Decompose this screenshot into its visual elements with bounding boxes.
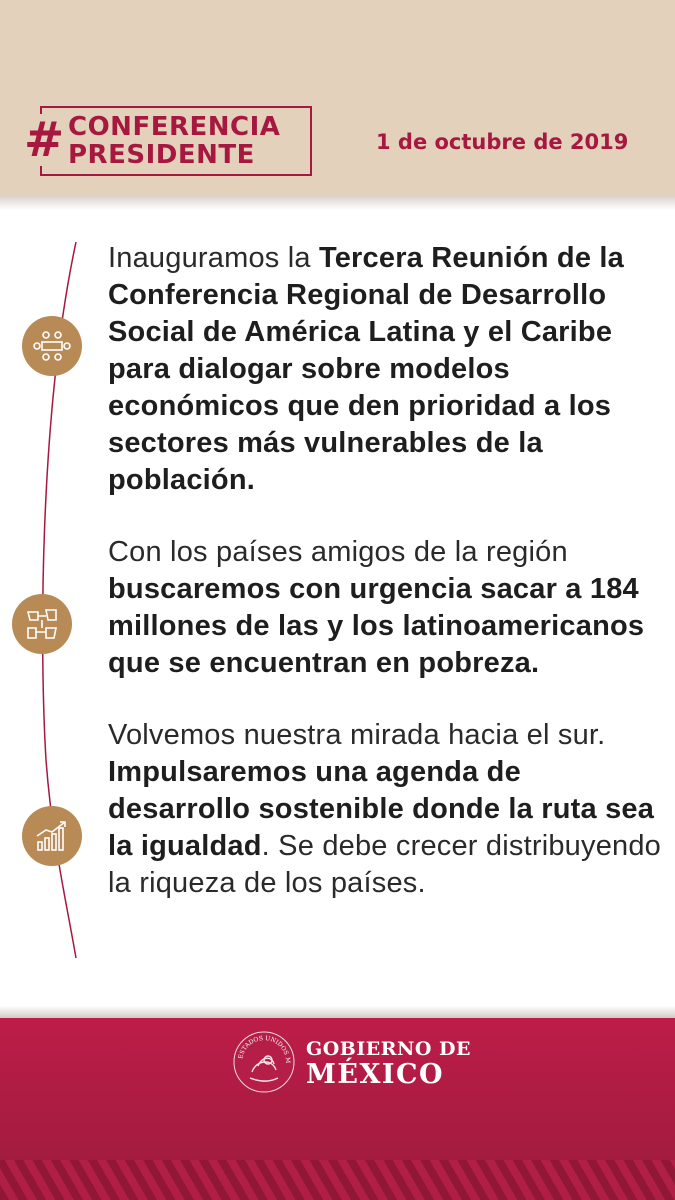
timeline (18, 240, 98, 970)
header-shadow (0, 196, 675, 210)
government-label-line2: MÉXICO (306, 1059, 445, 1090)
hashtag-symbol: # (24, 112, 65, 168)
paragraph (108, 534, 664, 682)
conferencia-badge (24, 106, 314, 178)
paragraph (108, 717, 664, 902)
bold-text-segment: Tercera Reunión de la Conferencia Regional de Desarrollo Social de América Latina y el Caribe para dialogar sobre modelos económicos que den prioridad a los sectores más vulnerables de la población. (108, 242, 625, 496)
meeting-people-icon (22, 316, 82, 376)
paragraph (108, 240, 664, 499)
footer-shadow (0, 1006, 675, 1018)
date-label: 1 de octubre de 2019 (376, 130, 629, 154)
growth-chart-icon (22, 806, 82, 866)
government-label-line1: GOBIERNO DE (306, 1038, 471, 1060)
badge-title-line2: PRESIDENTE (68, 140, 255, 170)
text-segment: Con los países amigos de la región (108, 536, 568, 568)
joined-hands-icon (12, 594, 72, 654)
text-segment: Inauguramos la (108, 242, 319, 274)
badge-title-line1: CONFERENCIA (68, 112, 281, 142)
main-content (108, 240, 664, 937)
bold-text-segment: buscaremos con urgencia sacar a 184 millones de las y los latinoamericanos que se encuentran en pobreza. (108, 573, 645, 679)
text-segment: Volvemos nuestra mirada hacia el sur. (108, 719, 606, 751)
text-segment: . Se debe crecer distribuyendo la riqueza de los países. (108, 830, 662, 899)
mexico-seal-icon (232, 1030, 296, 1094)
footer-pattern (0, 1160, 675, 1200)
seal-text-path: ESTADOS UNIDOS M (237, 1034, 292, 1064)
bold-text-segment: Impulsaremos una agenda de desarrollo sostenible donde la ruta sea la igualdad (108, 756, 655, 862)
